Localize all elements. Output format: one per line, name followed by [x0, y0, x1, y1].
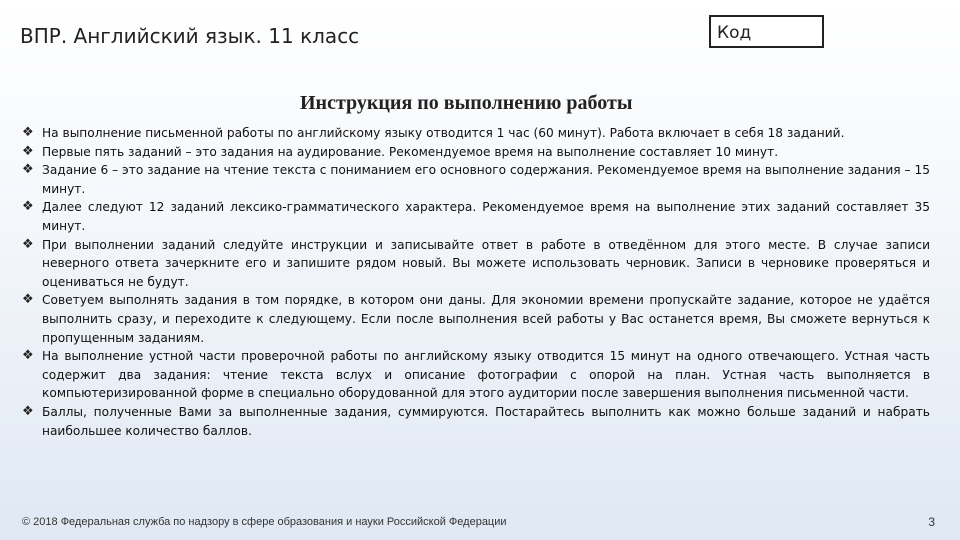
diamond-bullet-icon: ❖: [22, 292, 34, 308]
list-item-text: При выполнении заданий следуйте инструкции и записывайте ответ в работе в отведённом для этого месте. В случае записи неверного ответа зачеркните его и запишите рядом новый. Вы можете использовать черновик. Записи в черновике проверяться и оцениваться не будут.: [42, 237, 930, 289]
section-title: Инструкция по выполнению работы: [300, 92, 633, 114]
diamond-bullet-icon: ❖: [22, 348, 34, 364]
diamond-bullet-icon: ❖: [22, 403, 34, 419]
diamond-bullet-icon: ❖: [22, 199, 34, 215]
list-item: [22, 347, 930, 403]
list-item-text: Баллы, полученные Вами за выполненные задания, суммируются. Постарайтесь выполнить как можно больше заданий и набрать наибольшее количество баллов.: [42, 404, 930, 438]
diamond-bullet-icon: ❖: [22, 125, 34, 140]
list-item-text: На выполнение устной части проверочной работы по английскому языку отводится 15 минут на одного отвечающего. Устная часть содержит два задания: чтение текста вслух и описание фотографии с опорой на план. Устная часть выполняется в компьютеризированной форме в специально оборудованной для этого аудитории после завершения выполнения письменной части.: [42, 349, 930, 401]
list-item: [22, 161, 930, 198]
list-item: [22, 124, 930, 143]
list-item: [22, 403, 930, 440]
diamond-bullet-icon: ❖: [22, 143, 34, 159]
page-number: 3: [928, 515, 935, 529]
instruction-list: [22, 124, 930, 440]
diamond-bullet-icon: ❖: [22, 236, 34, 252]
list-item: [22, 236, 930, 292]
list-item-text: На выполнение письменной работы по английскому языку отводится 1 час (60 минут). Работа включает в себя 18 заданий.: [42, 126, 845, 140]
page-header-title: ВПР. Английский язык. 11 класс: [20, 24, 360, 48]
list-item: [22, 143, 930, 162]
list-item: [22, 198, 930, 235]
footer-copyright: © 2018 Федеральная служба по надзору в сфере образования и науки Российской Федерации: [22, 516, 507, 528]
list-item-text: Далее следуют 12 заданий лексико-грамматического характера. Рекомендуемое время на выполнение этих заданий составляет 35 минут.: [42, 200, 930, 233]
list-item-text: Задание 6 – это задание на чтение текста с пониманием его основного содержания. Рекомендуемое время на выполнение задания – 15 минут.: [42, 163, 930, 196]
list-item: [22, 291, 930, 347]
list-item-text: Первые пять заданий – это задания на аудирование. Рекомендуемое время на выполнение составляет 10 минут.: [42, 144, 779, 159]
diamond-bullet-icon: ❖: [22, 162, 34, 178]
list-item-text: Советуем выполнять задания в том порядке, в котором они даны. Для экономии времени пропускайте задание, которое не удаётся выполнить сразу, и переходите к следующему. Если после выполнения всей работы у Вас останется время, Вы сможете вернуться к пропущенным заданиям.: [42, 293, 930, 345]
code-field: Код: [709, 15, 824, 48]
